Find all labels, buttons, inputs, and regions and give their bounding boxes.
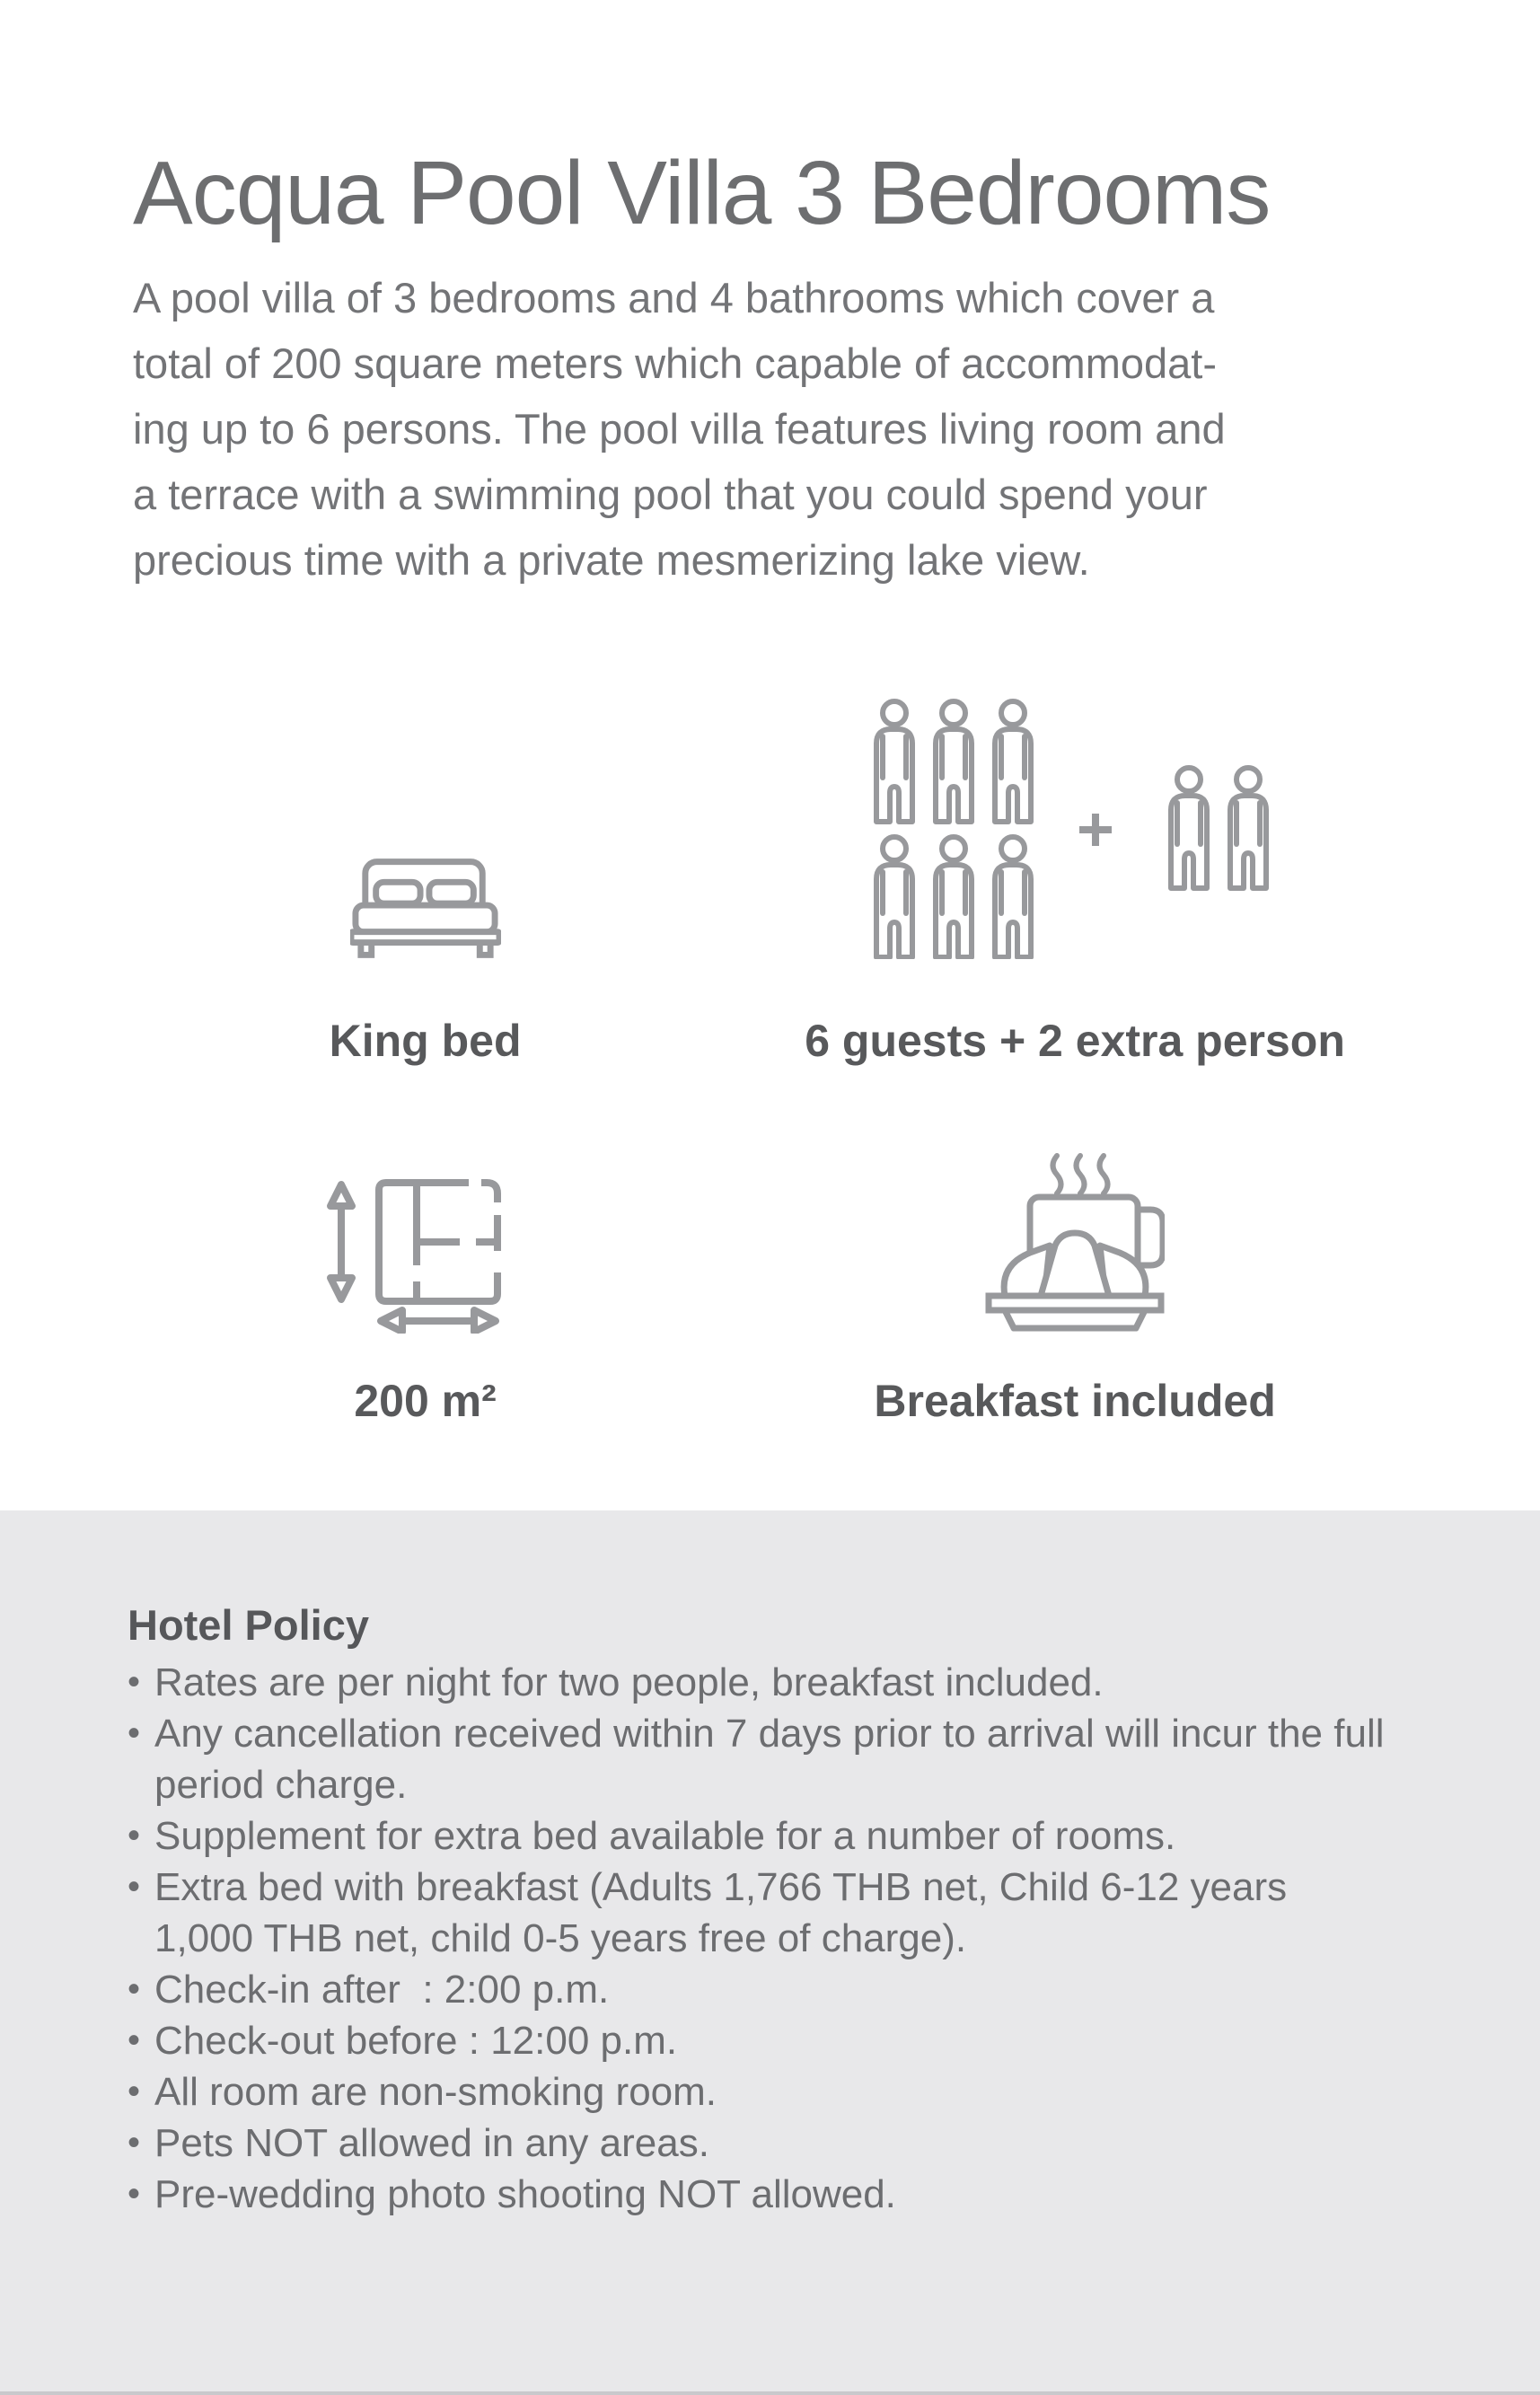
feature-king-bed [133, 697, 717, 1067]
policy-line: Supplement for extra bed available for a number of rooms. [154, 1814, 1176, 1858]
description-line: ing up to 6 persons. The pool villa features living room and [133, 405, 1226, 453]
bullet-icon: • [128, 1816, 141, 1855]
page-title: Acqua Pool Villa 3 Bedrooms [133, 143, 1271, 243]
description-line: A pool villa of 3 bedrooms and 4 bathrooms which cover a [133, 274, 1215, 321]
policy-line: All room are non-smoking room. [154, 2070, 717, 2114]
policy-line: Rates are per night for two people, breakfast included. [154, 1660, 1104, 1704]
feature-grid [133, 697, 1432, 1427]
policy-item [128, 2015, 1432, 2066]
policy-item-text [154, 2015, 677, 2066]
hotel-policy-list [128, 1657, 1432, 2220]
breakfast-icon [985, 1152, 1165, 1334]
bullet-icon: • [128, 2174, 141, 2214]
policy-item-text [154, 2118, 709, 2169]
policy-item-text [154, 2066, 717, 2118]
feature-label: 6 guests + 2 extra person [805, 1016, 1345, 1066]
policy-item [128, 1964, 1432, 2015]
policy-line: Any cancellation received within 7 days prior to arrival will incur the full [154, 1712, 1385, 1756]
bullet-icon: • [128, 2123, 141, 2162]
bullet-icon: • [128, 1969, 141, 2009]
description-line: a terrace with a swimming pool that you could spend your [133, 471, 1208, 518]
policy-line: Pets NOT allowed in any areas. [154, 2121, 709, 2165]
policy-item [128, 1810, 1432, 1862]
description-line: total of 200 square meters which capable of accommodat- [133, 339, 1217, 387]
bullet-icon: • [128, 1867, 141, 1906]
feature-guests [717, 697, 1432, 1067]
policy-item [128, 1862, 1432, 1964]
bullet-icon: • [128, 1713, 141, 1753]
policy-item [128, 2066, 1432, 2118]
policy-item-text [154, 1964, 609, 2015]
bullet-icon: • [128, 2021, 141, 2060]
policy-line: 1,000 THB net, child 0-5 years free of charge). [154, 1916, 967, 1960]
policy-item [128, 2118, 1432, 2169]
feature-label: King bed [329, 1016, 522, 1066]
description-line: precious time with a private mesmerizing lake view. [133, 536, 1090, 584]
feature-breakfast [717, 1149, 1432, 1427]
policy-line: Pre-wedding photo shooting NOT allowed. [154, 2172, 896, 2216]
policy-line: Check-out before : 12:00 p.m. [154, 2019, 678, 2063]
floor-area-icon [327, 1179, 524, 1334]
policy-item-text [154, 1810, 1175, 1862]
policy-item [128, 1657, 1432, 1708]
hotel-policy-section [0, 1510, 1540, 2395]
policy-item [128, 2169, 1432, 2220]
policy-item-text [154, 1657, 1104, 1708]
hotel-policy-heading: Hotel Policy [128, 1601, 370, 1649]
feature-label: Breakfast included [874, 1376, 1276, 1426]
guests-icon [867, 699, 1283, 959]
policy-line: period charge. [154, 1763, 408, 1807]
policy-item [128, 1708, 1432, 1810]
bullet-icon: • [128, 2072, 141, 2111]
bullet-icon: • [128, 1662, 141, 1702]
feature-label: 200 m² [354, 1376, 497, 1426]
policy-item-text [154, 2169, 896, 2220]
policy-item-text [154, 1862, 1287, 1964]
plus-icon [1079, 814, 1112, 846]
policy-line: Extra bed with breakfast (Adults 1,766 THB net, Child 6-12 years [154, 1865, 1288, 1909]
feature-area [133, 1149, 717, 1427]
policy-line: Check-in after : 2:00 p.m. [154, 1968, 610, 2012]
policy-item-text [154, 1708, 1385, 1810]
room-description [133, 265, 1432, 593]
bed-icon [350, 859, 501, 959]
